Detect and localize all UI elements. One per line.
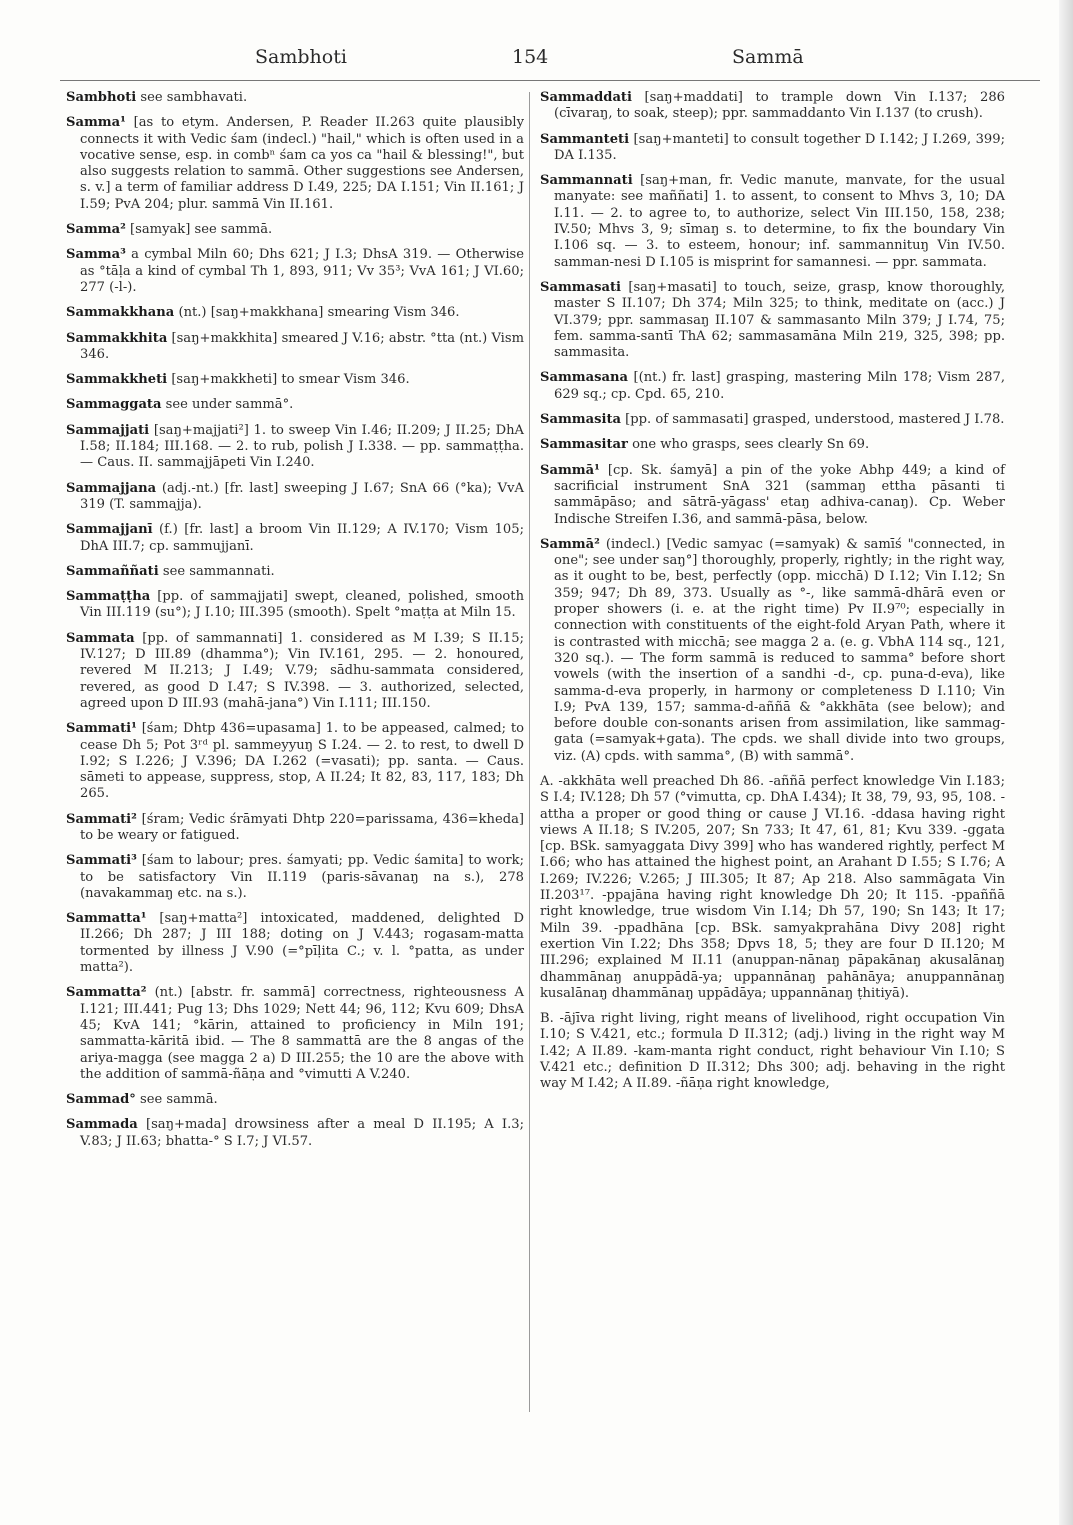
headword: Sammā¹ [540,462,600,478]
headword: Sammati³ [66,853,137,869]
headword: Sammakkhana [66,305,175,321]
headword: Sammaggata [66,397,162,413]
dictionary-entry [540,412,1005,428]
entry-text: [as to etym. Andersen, P. Reader II.263 quite plausibly connects it with Vedic śam (indecl.) "hail," which is often used in a vocative sense, esp. in combⁿ śam ca yos ca "hail & blessing!", but also suggests relation to sammā. Other suggestions see Andersen, s. v.] a term of familiar address D I.49, 225; DA I.151; Vin II.161; J I.59; PvA 204; plur. sammā Vin II.161. [80,115,524,212]
dictionary-entry [66,222,524,238]
entry-text: see sammā. [135,1092,218,1108]
column-divider [529,92,530,1412]
entry-text: [pp. of sammajjati] swept, cleaned, polished, smooth Vin III.119 (su°); J I.10; III.395 (smooth). Spelt °maṭṭa at Miln 15. [80,589,524,621]
entry-text: [pp. of sammannati] 1. considered as M I.39; S II.15; IV.127; D III.89 (dhamma°); Vin IV.161, 295. — 2. honoured, revered M II.213; J I.49; V.79; sādhu-sammata considered, revered, as good D I.47; S IV.398. — 3. authorized, selected, agreed upon D III.93 (mahā-jana°) Vin I.111; III.150. [80,630,524,711]
dictionary-entry [66,721,524,802]
dictionary-entry [66,631,524,712]
dictionary-entry [540,370,1005,403]
dictionary-entry [66,305,524,321]
entry-text: [(nt.) fr. last] grasping, mastering Miln 178; Vism 287, 629 sq.; cp. Cpd. 65, 210. [554,370,1005,402]
headword: Sammasati [540,279,622,295]
headword: Sammā² [540,536,600,552]
page-number: 154 [512,46,549,68]
entry-text: see under sammā°. [161,397,294,413]
dictionary-entry [66,397,524,413]
entry-text: [saŋ+makkheti] to smear Vism 346. [167,372,410,388]
headword: Sammaddati [540,90,632,105]
entry-text: one who grasps, sees clearly Sn 69. [627,437,870,453]
dictionary-entry [66,115,524,213]
headword: Sammajjati [66,422,150,438]
dictionary-entry [540,132,1005,165]
entry-text: see sambhavati. [136,90,248,105]
dictionary-entry [66,90,524,106]
dictionary-entry [540,173,1005,271]
entry-subsection [540,774,1005,1002]
dictionary-entry [66,853,524,902]
entry-text: A. -akkhāta well preached Dh 86. -aññā perfect knowledge Vin I.183; S I.4; IV.128; Dh 57 (°vimutta, cp. DhA I.434); It 38, 79, 93, 95, 108. -attha a proper or good thing or cause J VI.16. -ddasa having right views A II.18; S IV.205, 207; Sn 733; It 47, 61, 81; Kvu 339. -ggata [cp. BSk. samyaggata Divy 399] who has wandered rightly, perfect M I.66; who has attained the highest point, an Arahant D I.55; S I.76; A I.269; IV.226; V.265; J III.305; It 87; Ap 218. Also sammāgata Vin II.203¹⁷. -ppajāna having right knowledge Dh 20; It 115. -ppaññā right knowledge, true wisdom Vin I.14; Dh 57, 190; Sn 143; It 17; Miln 39. -ppadhāna [cp. BSk. samyakprahāna Divy 208] right exertion Vin I.22; Dhs 358; Dpvs 18, 5; they are four D II.120; M III.296; explained M II.11 (anuppan-nānaŋ pāpakānaŋ akusalānaŋ dhammānaŋ anuppādā-ya; uppannānaŋ pahānāya; anuppannānaŋ kusalānaŋ dhammānaŋ uppādāya; uppannānaŋ ṭhitiyā). [540,773,1005,1001]
page-edge [1059,0,1073,1525]
headword: Sammasita [540,412,622,428]
dictionary-entry [66,1117,524,1150]
dictionary-entry [540,437,1005,453]
headword: Sammakkheti [66,372,168,388]
entry-text: (nt.) [abstr. fr. sammā] correctness, righteousness A I.121; III.441; Pug 13; Dhs 1029; Nett 44; 96, 112; Kvu 609; DhsA 45; KvA 141; °kārin, attained to proficiency in Miln 191; sammatta-kāritā ibid. — The 8 sammattā are the 8 angas of the ariya-magga (see magga 2 a) D III.255; the 10 are the above with the addition of sammā-ñāṇa and °vimutti A V.240. [80,985,524,1082]
headword: Sammatta² [66,985,147,1001]
entry-text: [pp. of sammasati] grasped, understood, mastered J I.78. [621,412,1005,428]
dictionary-entry [66,589,524,622]
entry-text: [saŋ+masati] to touch, seize, grasp, know thoroughly, master S II.107; Dh 374; Miln 325; to think, meditate on (acc.) J VI.379; ppr. sammasaŋ II.107 & sammasanto Miln 379; J I.74, 75; fem. samma-santī ThA 62; sammasamāna Miln 219, 325, 398; pp. sammasita. [554,279,1005,361]
dictionary-entry [66,985,524,1083]
entry-text: (indecl.) [Vedic samyac (=samyak) & samīś "connected, in one"; see under saŋ°] thoroughly, properly, rightly; in the right way, as it ought to be, best, perfectly (opp. micchā) D I.12; Vin I.12; Sn 359; 947; Dh 89, 373. Usually as °-, like sammā-dhārā even or proper showers (i. e. at the right time) Pv II.9⁷⁰; especially in connection with constituents of the eight-fold Aryan Path, where it is contrasted with micchā; see magga 2 a. (e. g. VbhA 114 sq., 121, 320 sq.). — The form sammā is reduced to samma° before short vowels (with the insertion of a sandhi -d-, cp. puna-d-eva), like samma-d-eva properly, in harmony or completeness D I.110; Vin I.9; PvA 139, 157; samma-d-aññā & °akkhāta (see below); and before double con-sonants arisen from assimilation, like sammag-gata (=samyak+gata). The cpds. we shall divide into two groups, viz. (A) cpds. with samma°, (B) with sammā°. [554,536,1005,764]
entry-text: [śam to labour; pres. śamyati; pp. Vedic śamita] to work; to be satisfactory Vin II.119 (paris-sāvanaŋ na s.), 278 (navakammaŋ etc. na s.). [80,853,524,901]
headword: Sammati¹ [66,721,137,737]
headword: Sammaññati [66,563,159,579]
headword: Samma³ [66,247,126,263]
dictionary-entry [66,564,524,580]
headword: Sammata [66,630,135,646]
running-head-left: Sambhoti [255,46,347,68]
entry-text: [saŋ+maddati] to trample down Vin I.137; 286 (cīvaraŋ, to soak, steep); ppr. sammaddanto Vin I.137 (to crush). [554,90,1005,122]
headword: Sammanteti [540,131,630,147]
headword: Sammakkhita [66,330,168,346]
entry-text: [saŋ+matta²] intoxicated, maddened, delighted D II.266; Dh 287; J III 188; doting on J V.443; rogasam-matta tormented by illness J V.90 (=°pīḷita C.; v. l. °patta, as under matta²). [80,911,524,976]
headword: Sammasitar [540,437,628,453]
left-column [66,90,524,1159]
dictionary-entry [66,522,524,555]
headword: Samma² [66,222,126,238]
entry-text: [samyak] see sammā. [125,222,273,238]
headword: Samma¹ [66,115,126,131]
entry-text: [cp. Sk. śamyā] a pin of the yoke Abhp 449; a kind of sacrificial instrument SnA 321 (sammaŋ ettha pāsanti ti sammāpāso; and sātrā-yāgass' etaŋ adhiva-canaŋ). Cp. Weber Indische Streifen I.36, and sammā-pāsa, below. [554,462,1005,527]
dictionary-entry [540,537,1005,765]
entry-text: [saŋ+man, fr. Vedic manute, manvate, for the usual manyate: see maññati] 1. to assent, to consent to Mhvs 3, 10; DA I.11. — 2. to agree to, to authorize, select Vin III.150, 158, 238; IV.50; Mhvs 3, 9; sīmaŋ s. to determine, to fix the boundary Vin I.106 sq. — 3. to esteem, honour; inf. sammannituŋ Vin IV.50. samman-nesi D I.105 is misprint for samannesi. — ppr. sammata. [554,173,1005,270]
entry-text: (adj.-nt.) [fr. last] sweeping J I.67; SnA 66 (°ka); VvA 319 (T. sammajja). [80,480,524,512]
dictionary-entry [540,280,1005,361]
entry-text: B. -ājīva right living, right means of livelihood, right occupation Vin I.10; S V.421, etc.; formula D II.312; (adj.) living in the right way M I.42; A II.89. -kam-manta right conduct, right behaviour Vin I.10; S V.421 etc.; definition D II.312; Dhs 300; adj. behaving in the right way M I.42; A II.89. -ñāṇa right knowledge, [540,1011,1005,1092]
headword: Sammasana [540,370,628,386]
headword: Sammajjanī [66,522,153,538]
headword: Sammaṭṭha [66,589,151,605]
dictionary-entry [66,423,524,472]
entry-text: [saŋ+mada] drowsiness after a meal D II.195; A I.3; V.83; J II.63; bhatta-° S I.7; J VI.57. [80,1117,524,1149]
dictionary-entry [66,481,524,514]
dictionary-entry [66,812,524,845]
headword: Sammatta¹ [66,911,147,927]
headword: Sammad° [66,1092,136,1108]
dictionary-entry [66,372,524,388]
entry-text: [śam; Dhtp 436=upasama] 1. to be appeased, calmed; to cease Dh 5; Pot 3ʳᵈ pl. sammeyyuŋ S I.24. — 2. to rest, to dwell D I.92; S I.226; J V.396; DA I.262 (=vasati); pp. santa. — Caus. sāmeti to appease, suppress, stop, A II.24; It 82, 83, 117, 183; Dh 265. [80,721,524,802]
entry-text: a cymbal Miln 60; Dhs 621; J I.3; DhsA 319. — Otherwise as °tāḷa a kind of cymbal Th 1, 893, 911; Vv 35³; VvA 161; J VI.60; 277 (-l-). [80,247,524,295]
dictionary-entry [66,247,524,296]
headword: Sammati² [66,811,137,827]
entry-text: [śram; Vedic śrāmyati Dhtp 220=parissama, 436=kheda] to be weary or fatigued. [80,811,524,843]
entry-text: [saŋ+majjati²] 1. to sweep Vin I.46; II.209; J II.25; DhA I.58; II.184; III.168. — 2. to rub, polish J I.338. — pp. sammaṭṭha. — Caus. II. sammajjāpeti Vin I.240. [80,422,524,471]
running-head-right: Sammā [732,46,804,68]
entry-subsection [540,1011,1005,1092]
entry-text: see sammannati. [158,563,275,579]
dictionary-entry [66,911,524,976]
entry-text: (f.) [fr. last] a broom Vin II.129; A IV.170; Vism 105; DhA III.7; cp. sammujjanī. [80,522,524,554]
entry-text: (nt.) [saŋ+makkhana] smearing Vism 346. [174,305,460,321]
header-rule [60,80,1040,81]
entry-text: [saŋ+makkhita] smeared J V.16; abstr. °tta (nt.) Vism 346. [80,330,524,362]
headword: Sammannati [540,173,633,189]
entry-text: [saŋ+manteti] to consult together D I.142; J I.269, 399; DA I.135. [554,131,1005,163]
headword: Sammada [66,1117,138,1133]
dictionary-entry [66,1092,524,1108]
headword: Sammajjana [66,480,157,496]
right-column [540,90,1005,1102]
dictionary-entry [540,463,1005,528]
dictionary-entry [66,331,524,364]
dictionary-entry [540,90,1005,123]
headword: Sambhoti [66,90,137,105]
